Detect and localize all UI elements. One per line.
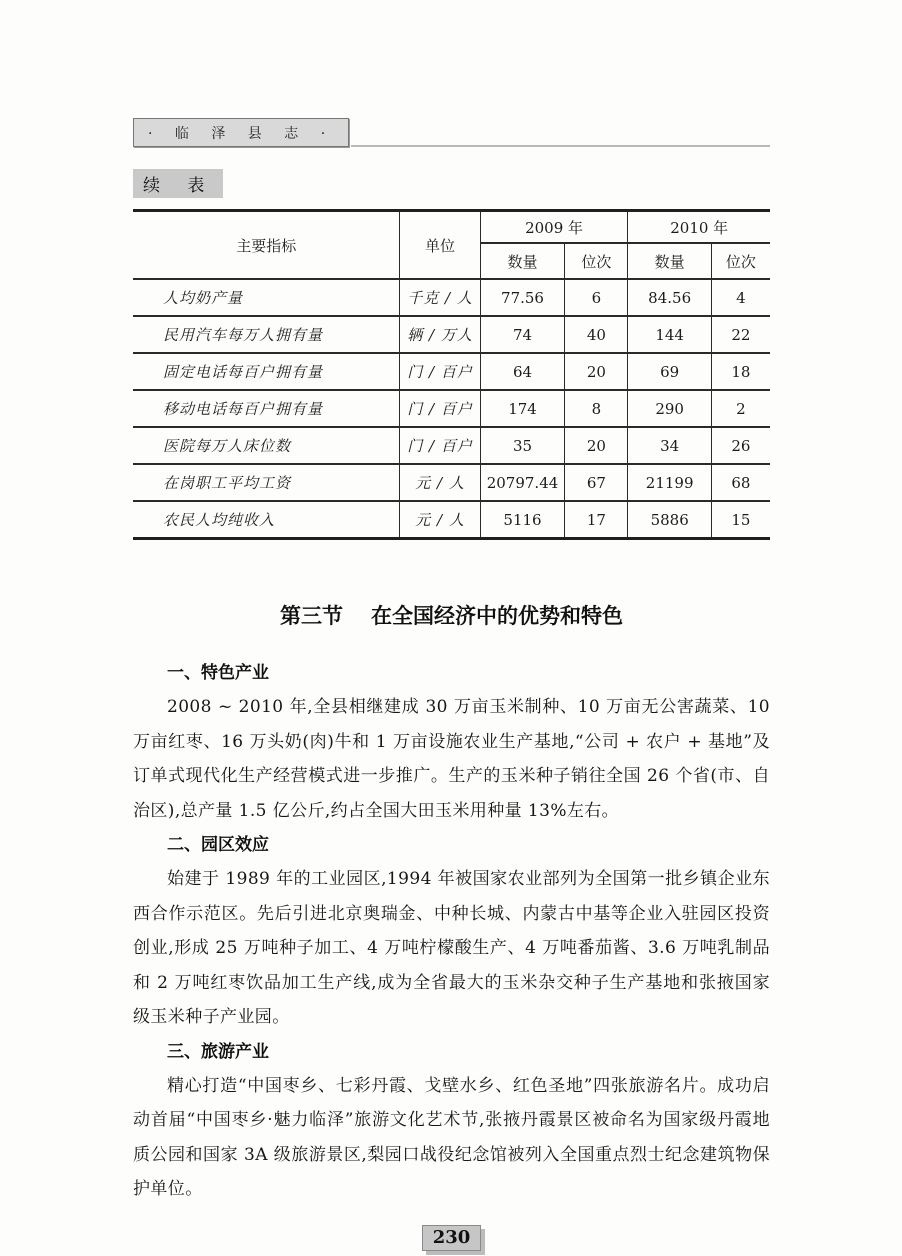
col-header-rank-2010: 位次 <box>711 243 770 279</box>
statistics-table <box>133 209 770 540</box>
page-footer <box>133 1225 770 1251</box>
quantity-2009-cell: 74 <box>480 316 565 353</box>
section-body <box>133 656 770 1207</box>
indicator-cell: 人均奶产量 <box>133 279 400 316</box>
indicator-cell: 在岗职工平均工资 <box>133 464 400 501</box>
page-number-badge: 230 <box>422 1225 482 1251</box>
quantity-2010-cell: 34 <box>628 427 711 464</box>
quantity-2009-cell: 35 <box>480 427 565 464</box>
continued-table-label: 续 表 <box>133 169 223 198</box>
indicator-cell: 移动电话每百户拥有量 <box>133 390 400 427</box>
unit-cell: 千克 / 人 <box>400 279 480 316</box>
unit-cell: 元 / 人 <box>400 501 480 539</box>
indicator-cell: 医院每万人床位数 <box>133 427 400 464</box>
col-header-year-2010: 2010 年 <box>628 211 770 244</box>
rank-2009-cell: 67 <box>565 464 628 501</box>
rank-2010-cell: 68 <box>711 464 770 501</box>
rank-2009-cell: 6 <box>565 279 628 316</box>
col-header-quantity-2009: 数量 <box>480 243 565 279</box>
indicator-cell: 农民人均纯收入 <box>133 501 400 539</box>
subsection-heading-2: 二、园区效应 <box>167 835 269 855</box>
quantity-2009-cell: 64 <box>480 353 565 390</box>
rank-2009-cell: 17 <box>565 501 628 539</box>
quantity-2009-cell: 20797.44 <box>480 464 565 501</box>
table-row <box>133 501 770 539</box>
rank-2009-cell: 20 <box>565 353 628 390</box>
table-row <box>133 279 770 316</box>
rank-2009-cell: 8 <box>565 390 628 427</box>
quantity-2010-cell: 21199 <box>628 464 711 501</box>
book-title-box: · 临 泽 县 志 · <box>133 118 349 147</box>
subsection-heading-1: 一、特色产业 <box>167 663 269 683</box>
rank-2010-cell: 4 <box>711 279 770 316</box>
unit-cell: 辆 / 万人 <box>400 316 480 353</box>
quantity-2009-cell: 5116 <box>480 501 565 539</box>
table-header-row-years <box>133 211 770 244</box>
indicator-cell: 民用汽车每万人拥有量 <box>133 316 400 353</box>
col-header-quantity-2010: 数量 <box>628 243 711 279</box>
table-row <box>133 427 770 464</box>
subsection-heading-3: 三、旅游产业 <box>167 1041 269 1062</box>
quantity-2010-cell: 290 <box>628 390 711 427</box>
col-header-year-2009: 2009 年 <box>480 211 628 244</box>
col-header-indicator: 主要指标 <box>133 211 400 280</box>
quantity-2010-cell: 5886 <box>628 501 711 539</box>
rank-2010-cell: 26 <box>711 427 770 464</box>
rank-2010-cell: 18 <box>711 353 770 390</box>
quantity-2009-cell: 77.56 <box>480 279 565 316</box>
quantity-2009-cell: 174 <box>480 390 565 427</box>
section-number: 第三节 <box>280 604 343 628</box>
rank-2009-cell: 20 <box>565 427 628 464</box>
col-header-unit: 单位 <box>400 211 480 280</box>
section-title <box>133 600 770 630</box>
quantity-2010-cell: 144 <box>628 316 711 353</box>
col-header-rank-2009: 位次 <box>565 243 628 279</box>
section-title-text: 在全国经济中的优势和特色 <box>371 604 623 628</box>
table-row <box>133 390 770 427</box>
quantity-2010-cell: 84.56 <box>628 279 711 316</box>
unit-cell: 门 / 百户 <box>400 390 480 427</box>
indicator-cell: 固定电话每百户拥有量 <box>133 353 400 390</box>
unit-cell: 门 / 百户 <box>400 353 480 390</box>
rank-2010-cell: 2 <box>711 390 770 427</box>
subsection-paragraph-1: 2008 ~ 2010 年,全县相继建成 30 万亩玉米制种、10 万亩无公害蔬菜、10 万亩红枣、16 万头奶(肉)牛和 1 万亩设施农业生产基地,“公司 + 农户 + 基地”及订单式现代化生产经营模式进一步推广。生产的玉米种子销往全国 26 个省(市、自治区),总产量 1.5 亿公斤,约占全国大田玉米用种量 13%左右。 <box>133 697 770 821</box>
header-rule <box>351 145 770 147</box>
rank-2010-cell: 22 <box>711 316 770 353</box>
quantity-2010-cell: 69 <box>628 353 711 390</box>
table-row <box>133 316 770 353</box>
subsection-paragraph-3: 精心打造“中国枣乡、七彩丹霞、戈壁水乡、红色圣地”四张旅游名片。成功启动首届“中国枣乡·魅力临泽”旅游文化艺术节,张掖丹霞景区被命名为国家级丹霞地质公园和国家 3A 级旅游景区,梨园口战役纪念馆被列入全国重点烈士纪念建筑物保护单位。 <box>133 1075 770 1199</box>
table-row <box>133 464 770 501</box>
subsection-paragraph-2: 始建于 1989 年的工业园区,1994 年被国家农业部列为全国第一批乡镇企业东西合作示范区。先后引进北京奥瑞金、中种长城、内蒙古中基等企业入驻园区投资创业,形成 25 万吨种子加工、4 万吨柠檬酸生产、4 万吨番茄酱、3.6 万吨乳制品和 2 万吨红枣饮品加工生产线,成为全省最大的玉米杂交种子生产基地和张掖国家级玉米种子产业园。 <box>133 869 770 1027</box>
unit-cell: 门 / 百户 <box>400 427 480 464</box>
rank-2009-cell: 40 <box>565 316 628 353</box>
unit-cell: 元 / 人 <box>400 464 480 501</box>
table-row <box>133 353 770 390</box>
running-header <box>133 118 770 147</box>
rank-2010-cell: 15 <box>711 501 770 539</box>
